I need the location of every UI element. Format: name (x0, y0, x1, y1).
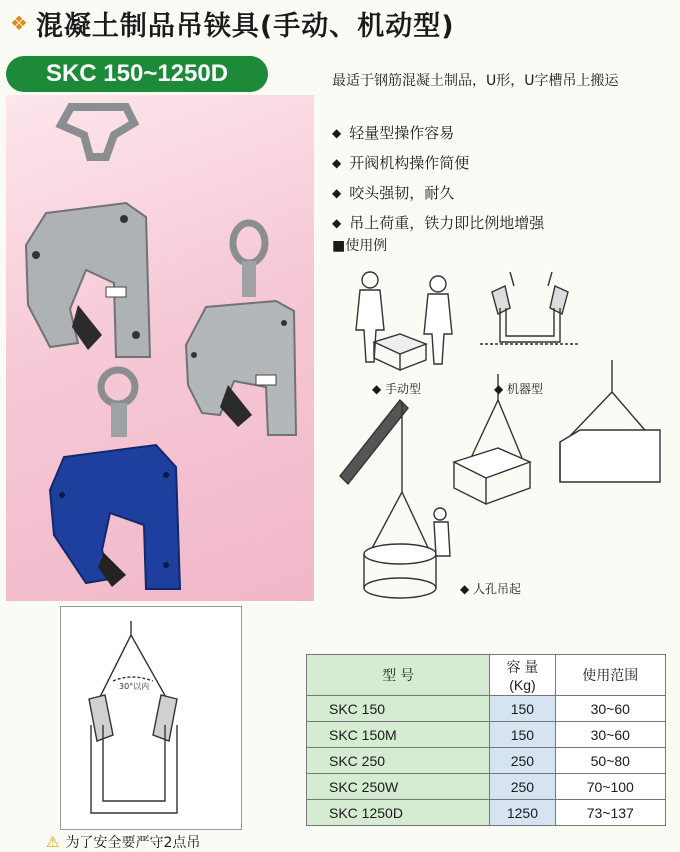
usage-examples-illustration (330, 252, 675, 606)
spec-table (306, 654, 666, 826)
medium-clamp-image (186, 223, 296, 435)
warning-icon: ⚠ (46, 833, 60, 851)
diamond-bullet-icon: ◆ (332, 156, 342, 170)
product-description: 最适于钢筋混凝土制品，U形，U字槽吊上搬运 (332, 73, 619, 89)
table-row: SKC 250 250 50~80 (307, 748, 666, 774)
diamond-bullet-icon: ❖ (10, 11, 28, 35)
feature-item: ◆ 开阀机构操作简便 (332, 148, 544, 178)
table-row: SKC 150 150 30~60 (307, 696, 666, 722)
large-block-lift-drawing (560, 360, 660, 482)
safety-warning: ⚠ 为了安全要严守2点吊 (46, 833, 201, 851)
title-row (10, 4, 455, 42)
feature-item: ◆ 咬头强韧，耐久 (332, 178, 544, 208)
page-title: 混凝土制品吊铗具(手动、机动型) (35, 10, 455, 42)
product-photo (6, 95, 314, 601)
table-row: SKC 1250D 1250 73~137 (307, 800, 666, 826)
table-row: SKC 250W 250 70~100 (307, 774, 666, 800)
feature-item: ◆ 轻量型操作容易 (332, 118, 544, 148)
manhole-lift-drawing (340, 400, 450, 598)
two-point-lift-drawing (61, 607, 241, 829)
model-range-badge: SKC 150~1250D (6, 56, 268, 92)
column-header-range: 使用范围 (555, 655, 665, 696)
manual-carry-drawing (356, 272, 452, 370)
manual-type-caption: ◆ 手动型 (372, 382, 422, 396)
usage-examples-title: ■使用例 (332, 238, 388, 254)
clamps-illustration (6, 95, 314, 601)
blue-clamp-image (50, 370, 180, 589)
table-header-row (307, 655, 666, 696)
usage-drawings (330, 252, 675, 602)
feature-item: ◆ 吊上荷重，铁力即比例地增强 (332, 208, 544, 238)
angle-label: 30°以内 (119, 682, 150, 691)
diamond-bullet-icon: ◆ (332, 186, 342, 200)
table-row: SKC 150M 150 30~60 (307, 722, 666, 748)
column-header-model: 型 号 (307, 655, 490, 696)
machine-type-caption: ◆ 机器型 (494, 382, 544, 396)
u-channel-drawing (480, 272, 580, 344)
feature-list (332, 118, 544, 238)
diamond-bullet-icon: ◆ (332, 126, 342, 140)
diamond-bullet-icon: ◆ (332, 216, 342, 230)
large-clamp-image (26, 107, 150, 357)
manhole-lift-caption: ◆ 人孔吊起 (460, 582, 522, 596)
two-point-lift-diagram (60, 606, 242, 830)
column-header-capacity: 容 量 (Kg) (490, 655, 555, 696)
